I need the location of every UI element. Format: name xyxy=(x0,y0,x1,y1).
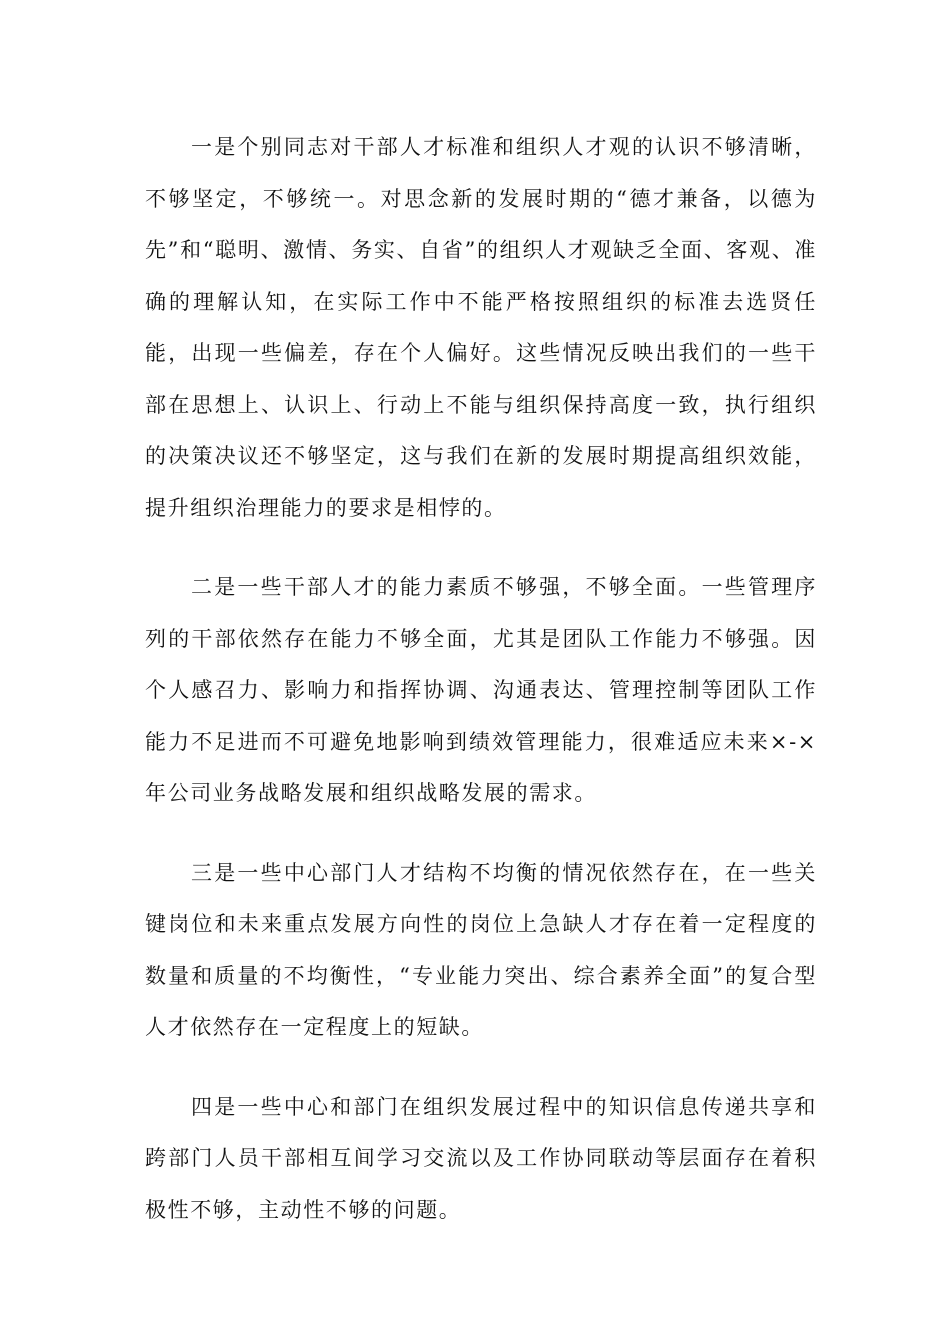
document-body xyxy=(145,122,817,1264)
paragraph-3: 三是一些中心部门人才结构不均衡的情况依然存在，在一些关键岗位和未来重点发展方向性的岗位上急缺人才存在着一定程度的数量和质量的不均衡性，“专业能力突出、综合素养全面”的复合型人才依然存在一定程度上的短缺。 xyxy=(145,860,817,1039)
paragraph-1: 一是个别同志对干部人才标准和组织人才观的认识不够清晰，不够坚定，不够统一。对思念新的发展时期的“德才兼备，以德为先”和“聪明、激情、务实、自省”的组织人才观缺乏全面、客观、准确的理解认知，在实际工作中不能严格按照组织的标准去选贤任能，出现一些偏差，存在个人偏好。这些情况反映出我们的一些干部在思想上、认识上、行动上不能与组织保持高度一致，执行组织的决策决议还不够坚定，这与我们在新的发展时期提高组织效能，提升组织治理能力的要求是相悖的。 xyxy=(145,135,817,520)
paragraph-2: 二是一些干部人才的能力素质不够强，不够全面。一些管理序列的干部依然存在能力不够全面，尤其是团队工作能力不够强。因个人感召力、影响力和指挥协调、沟通表达、管理控制等团队工作能力不足进而不可避免地影响到绩效管理能力，很难适应未来×-×年公司业务战略发展和组织战略发展的需求。 xyxy=(145,575,817,805)
paragraph-4: 四是一些中心和部门在组织发展过程中的知识信息传递共享和跨部门人员干部相互间学习交流以及工作协同联动等层面存在着积极性不够，主动性不够的问题。 xyxy=(145,1094,817,1222)
